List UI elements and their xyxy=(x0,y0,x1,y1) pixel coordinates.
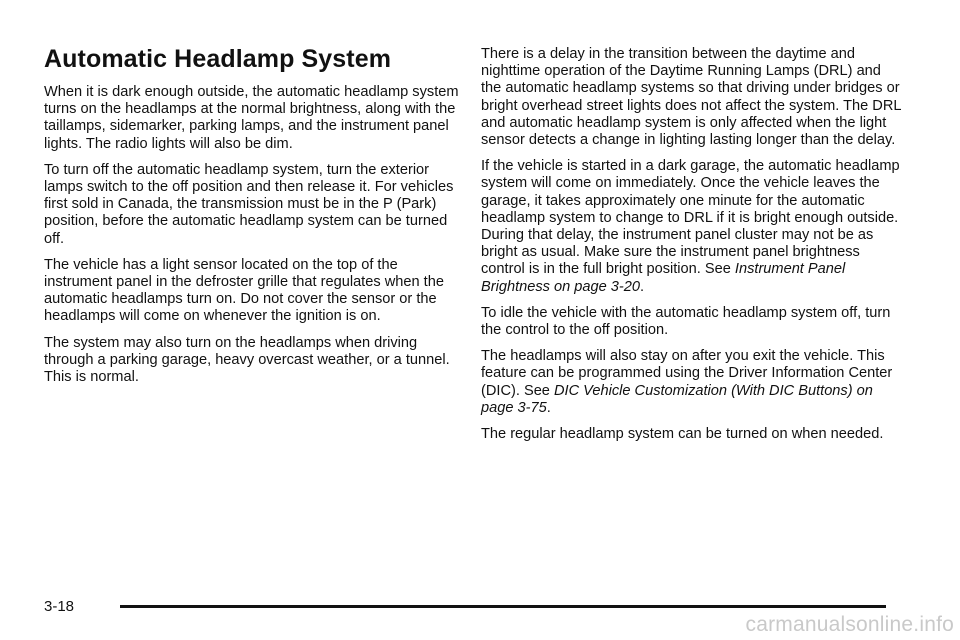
paragraph-idle-vehicle: To idle the vehicle with the automatic headlamp system off, turn the control to the off position. xyxy=(481,304,891,339)
xref-instrument-panel-brightness[interactable]: Instrument Panel Brightness on page 3-20 xyxy=(481,261,846,295)
paragraph-dark-garage-end: . xyxy=(640,278,645,295)
footer-rule xyxy=(120,605,886,608)
page-number: 3-18 xyxy=(44,598,75,615)
section-title: Automatic Headlamp System xyxy=(44,45,392,73)
paragraph-drl-delay: There is a delay in the transition between the daytime and nighttime operation of the Daytime Running Lamps (DRL) and the automatic headlamp systems so that driving under bridges or bright overhead street lights does not affect the system. The DRL and automatic headlamp system is only affected when the light sensor detects a change in lighting lasting longer than the delay. xyxy=(481,46,901,149)
paragraph-stay-on-end: . xyxy=(546,399,551,416)
paragraph-dark-outside: When it is dark enough outside, the automatic headlamp system turns on the headlamps at the normal brightness, along with the taillamps, sidemarker, parking lamps, and the instrument panel lights. The radio lights will also be dim. xyxy=(44,84,459,152)
paragraph-light-sensor: The vehicle has a light sensor located on the top of the instrument panel in the defroster grille that regulates when the automatic headlamps turn on. Do not cover the sensor or the headlamps will come on whenever the ignition is on. xyxy=(44,256,444,325)
xref-dic-vehicle-customization[interactable]: DIC Vehicle Customization (With DIC Buttons) on page 3-75 xyxy=(481,382,873,416)
paragraph-turn-off: To turn off the automatic headlamp system, turn the exterior lamps switch to the off position and then release it. For vehicles first sold in Canada, the transmission must be in the P (Park) position, before the automatic headlamp system can be turned off. xyxy=(44,161,454,247)
paragraph-regular-headlamp: The regular headlamp system can be turned on when needed. xyxy=(481,426,884,443)
paragraph-dark-garage-text: If the vehicle is started in a dark garage, the automatic headlamp system will come on immediately. Once the vehicle leaves the garage, it takes approximately one minute for the automatic headlamp system to change to DRL if it is bright enough outside. During that delay, the instrument panel cluster may not be as bright as usual. Make sure the instrument panel brightness control is in the full bright position. See xyxy=(481,158,900,278)
paragraph-stay-on xyxy=(481,348,901,417)
paragraph-dark-garage xyxy=(481,158,901,296)
paragraph-stay-on-text: The headlamps will also stay on after you exit the vehicle. This feature can be programmed using the Driver Information Center (DIC). See xyxy=(481,348,893,399)
left-column xyxy=(44,44,464,395)
right-column xyxy=(481,46,901,452)
watermark: carmanualsonline.info xyxy=(745,613,954,636)
paragraph-parking-garage: The system may also turn on the headlamps when driving through a parking garage, heavy overcast weather, or a tunnel. This is normal. xyxy=(44,334,450,386)
